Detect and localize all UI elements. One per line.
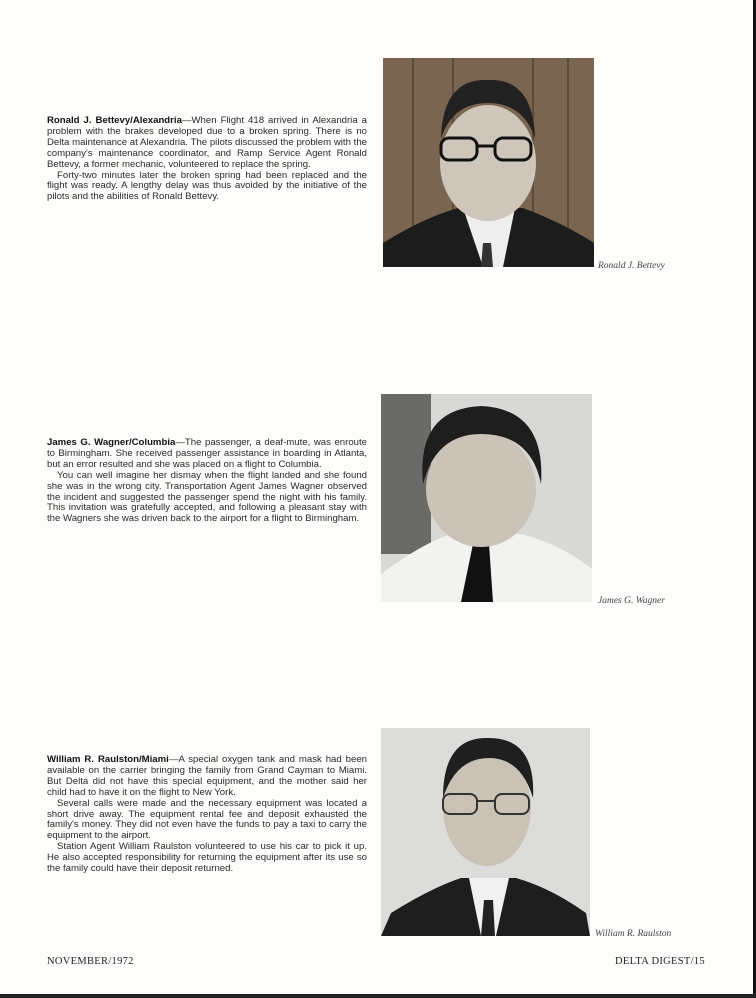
story-bettevy	[47, 116, 367, 203]
story-raulston	[47, 755, 367, 875]
story-text: Station Agent William Raulston volunteered to use his car to pick it up. He also accepted responsibility for returning the equipment after its use so the family could have their deposit returned.	[47, 841, 367, 875]
story-text: —When Flight 418 arrived in Alexandria a problem with the brakes developed due to a broken spring. There is no Delta maintenance at Alexandria. The pilots discussed the problem with the company's maintenance coordinator, and Ramp Service Agent Ronald Bettevy, a former mechanic, volunteered to replace the spring.	[47, 115, 367, 170]
photo-raulston	[381, 728, 590, 936]
story-text: —The passenger, a deaf-mute, was enroute to Birmingham. She received passenger assistance in boarding in Atlanta, but an error resulted and she was placed on a flight to Columbia.	[47, 437, 368, 470]
story-text: —A special oxygen tank and mask had been available on the carrier bringing the family from Grand Cayman to Miami. But Delta did not have this special equipment, and the mother said her child had to have it on the flight to New York.	[47, 754, 367, 798]
story-text: Forty-two minutes later the broken spring had been replaced and the flight was ready. A lengthy delay was thus avoided by the initiative of the pilots and the abilities of Ronald Bettevy.	[47, 169, 367, 203]
story-text: You can well imagine her dismay when the flight landed and she found she was in the wrong city. Transportation Agent James Wagner observed the incident and suggested the passenger spend the night with his family. This invitation was gratefully accepted, and following a pleasant stay with the Wagners she was driven back to the airport for a flight to Birmingham.	[47, 469, 367, 525]
footer-date: NOVEMBER/1972	[47, 956, 134, 967]
photo-caption: Ronald J. Bettevy	[598, 261, 665, 271]
photo-caption: James G. Wagner	[598, 596, 665, 606]
story-heading: William R. Raulston/Miami	[47, 754, 169, 765]
photo-bettevy	[383, 58, 594, 267]
footer-page-number: DELTA DIGEST/15	[615, 956, 705, 967]
story-heading: Ronald J. Bettevy/Alexandria	[47, 115, 182, 126]
page-bottom-edge	[0, 994, 756, 998]
story-wagner	[47, 438, 367, 525]
photo-caption: William R. Raulston	[595, 929, 672, 939]
photo-wagner	[381, 394, 592, 602]
story-heading: James G. Wagner/Columbia	[47, 437, 176, 448]
story-text: Several calls were made and the necessary equipment was located a short drive away. The equipment rental fee and deposit exhausted the family's money. They did not even have the funds to pay a taxi to carry the equipment to the airport.	[47, 797, 367, 842]
